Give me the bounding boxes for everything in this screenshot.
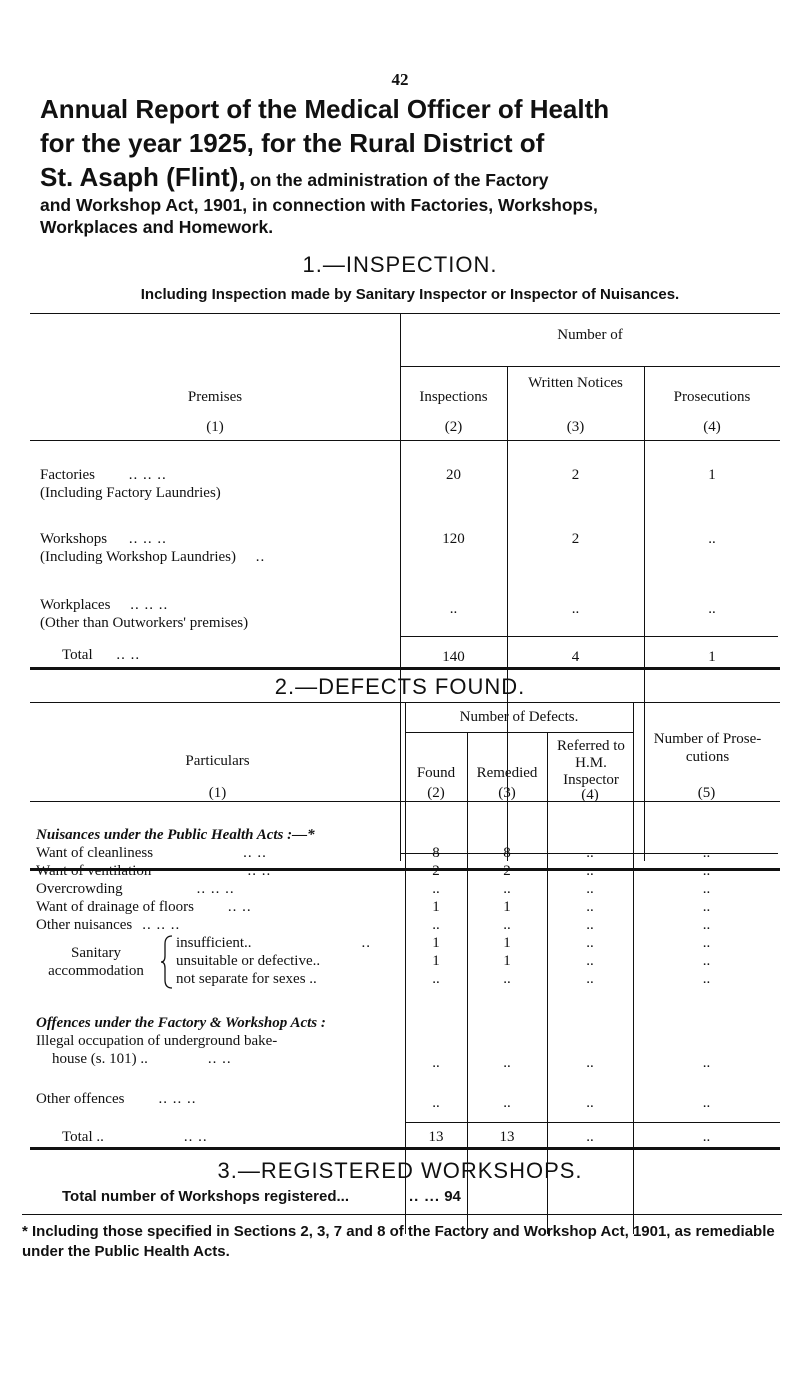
- defect-row-drainage: Want of drainage of floors .. ..: [36, 899, 252, 915]
- row-factories-inspections: 20: [446, 467, 461, 483]
- col-premises-label: Premises: [187, 389, 243, 405]
- overcrowding-prosecutions: ..: [702, 881, 711, 897]
- ventilation-remedied: 2: [503, 863, 511, 879]
- col-prosecutions-label: Prosecutions: [673, 389, 751, 405]
- col-notices-num: (3): [566, 419, 585, 435]
- illegal-occupation-referred: ..: [586, 1055, 594, 1071]
- col-inspections-label: Inspections: [419, 389, 488, 405]
- heading-line-2: for the year 1925, for the Rural District of: [40, 128, 545, 158]
- sanitary-not-separate: not separate for sexes ..: [176, 971, 317, 987]
- inspection-total-prosecutions: 1: [708, 649, 716, 665]
- insufficient-remedied: 1: [503, 935, 511, 951]
- inspection-group-header: Number of: [557, 327, 623, 343]
- col-prosecutions-num: (5): [697, 785, 716, 801]
- brace-icon: [160, 934, 174, 990]
- not-separate-prosecutions: ..: [702, 971, 711, 987]
- heading-line-4: and Workshop Act, 1901, in connection with Factories, Workshops,: [40, 195, 598, 215]
- unsuitable-prosecutions: ..: [702, 953, 711, 969]
- overcrowding-remedied: ..: [503, 881, 511, 897]
- col-referred-label: Referred to H.M. Inspector: [557, 738, 625, 788]
- drainage-prosecutions: ..: [702, 899, 711, 915]
- row-workshops-sub: (Including Workshop Laundries) ..: [40, 549, 266, 565]
- not-separate-found: ..: [432, 971, 440, 987]
- row-workplaces-notices: ..: [571, 601, 580, 617]
- inspection-total-inspections: 140: [442, 649, 465, 665]
- defects-total-remedied: 13: [499, 1129, 515, 1145]
- other-offences-row: Other offences .. .. ..: [36, 1091, 197, 1107]
- ventilation-referred: ..: [586, 863, 594, 879]
- col-remedied-label: Remedied: [476, 765, 538, 781]
- drainage-found: 1: [432, 899, 440, 915]
- sanitary-accommodation-label: Sanitary accommodation: [48, 945, 144, 979]
- cleanliness-found: 8: [432, 845, 440, 861]
- other-nuisances-found: ..: [432, 917, 440, 933]
- col-inspections-num: (2): [444, 419, 463, 435]
- illegal-occupation-line-2: house (s. 101) .. .. ..: [52, 1051, 232, 1067]
- row-workplaces-prosecutions: ..: [708, 601, 716, 617]
- heading-line-5: Workplaces and Homework.: [40, 217, 274, 237]
- other-offences-found: ..: [432, 1095, 440, 1111]
- defect-row-overcrowding: Overcrowding .. .. ..: [36, 881, 235, 897]
- drainage-remedied: 1: [503, 899, 511, 915]
- other-nuisances-prosecutions: ..: [702, 917, 711, 933]
- other-offences-prosecutions: ..: [702, 1095, 711, 1111]
- illegal-occupation-prosecutions: ..: [702, 1055, 711, 1071]
- registered-workshops-value: 94: [444, 1188, 461, 1205]
- col-referred-num: (4): [581, 787, 599, 803]
- heading-line-3-big: St. Asaph (Flint),: [40, 162, 246, 192]
- heading-line-3-small: on the administration of the Factory: [250, 170, 549, 190]
- defects-total-referred: ..: [586, 1129, 594, 1145]
- row-workplaces-name: Workplaces .. .. ..: [40, 597, 169, 613]
- defects-total-found: 13: [428, 1129, 444, 1145]
- row-workplaces-sub: (Other than Outworkers' premises): [40, 615, 249, 631]
- heading-line-1: Annual Report of the Medical Officer of Health: [40, 94, 610, 124]
- section-2-title: 2.—DEFECTS FOUND.: [274, 674, 526, 699]
- insufficient-found: 1: [432, 935, 440, 951]
- sanitary-insufficient: insufficient.. ..: [176, 935, 372, 951]
- section-1-subtitle: Including Inspection made by Sanitary Inspector or Inspector of Nuisances.: [140, 286, 680, 303]
- cleanliness-referred: ..: [586, 845, 594, 861]
- illegal-occupation-remedied: ..: [503, 1055, 511, 1071]
- col-prosecutions-label: Number of Prose-cutions: [653, 731, 762, 765]
- inspection-total-notices: 4: [571, 649, 580, 665]
- row-factories-notices: 2: [571, 467, 580, 483]
- unsuitable-remedied: 1: [503, 953, 511, 969]
- section-1-title: 1.—INSPECTION.: [302, 252, 498, 277]
- insufficient-referred: ..: [586, 935, 594, 951]
- col-notices-label: Written Notices: [528, 375, 623, 391]
- other-nuisances-remedied: ..: [503, 917, 511, 933]
- not-separate-remedied: ..: [503, 971, 511, 987]
- footnote: * Including those specified in Sections 2, 3, 7 and 8 of the Factory and Workshop Act, 1901, as remediable under the Public Health Acts.: [22, 1223, 775, 1260]
- defects-group-header: Number of Defects.: [459, 709, 579, 725]
- col-found-num: (2): [427, 785, 445, 801]
- illegal-occupation-found: ..: [432, 1055, 440, 1071]
- ventilation-prosecutions: ..: [702, 863, 711, 879]
- row-factories-name: Factories .. .. ..: [40, 467, 167, 483]
- defects-total-prosecutions: ..: [702, 1129, 711, 1145]
- unsuitable-referred: ..: [586, 953, 594, 969]
- overcrowding-referred: ..: [586, 881, 594, 897]
- sanitary-unsuitable: unsuitable or defective..: [176, 953, 321, 969]
- defect-row-other-nuisances: Other nuisances .. .. ..: [36, 917, 181, 933]
- row-factories-prosecutions: 1: [708, 467, 716, 483]
- col-found-label: Found: [416, 765, 456, 781]
- drainage-referred: ..: [586, 899, 594, 915]
- row-workplaces-inspections: ..: [449, 601, 458, 617]
- col-premises-num: (1): [206, 419, 224, 435]
- not-separate-referred: ..: [586, 971, 594, 987]
- overcrowding-found: ..: [432, 881, 440, 897]
- ventilation-found: 2: [432, 863, 440, 879]
- illegal-occupation-line-1: Illegal occupation of underground bake-: [36, 1033, 278, 1049]
- other-offences-referred: ..: [586, 1095, 594, 1111]
- row-workshops-inspections: 120: [442, 531, 465, 547]
- col-particulars-num: (1): [208, 785, 227, 801]
- row-workshops-name: Workshops .. .. ..: [40, 531, 167, 547]
- col-prosecutions-num: (4): [703, 419, 721, 435]
- row-workshops-prosecutions: ..: [708, 531, 716, 547]
- section-3-title: 3.—REGISTERED WORKSHOPS.: [217, 1158, 583, 1183]
- row-workshops-notices: 2: [571, 531, 580, 547]
- report-heading: [40, 92, 780, 238]
- defects-total-label: Total .. .. ..: [62, 1129, 208, 1145]
- other-nuisances-referred: ..: [586, 917, 594, 933]
- unsuitable-found: 1: [432, 953, 440, 969]
- defect-row-ventilation: Want of ventilation .. ..: [36, 863, 272, 879]
- other-offences-remedied: ..: [503, 1095, 511, 1111]
- registered-workshops-row: Total number of Workshops registered... .. ... 94: [62, 1188, 461, 1205]
- inspection-total-label: Total .. ..: [62, 647, 141, 663]
- row-factories-sub: (Including Factory Laundries): [40, 485, 221, 501]
- insufficient-prosecutions: ..: [702, 935, 711, 951]
- cleanliness-prosecutions: ..: [702, 845, 711, 861]
- factory-acts-heading: Offences under the Factory & Workshop Acts :: [36, 1015, 326, 1031]
- cleanliness-remedied: 8: [503, 845, 511, 861]
- public-health-heading: Nuisances under the Public Health Acts :—*: [36, 827, 315, 843]
- defect-row-cleanliness: Want of cleanliness .. ..: [36, 845, 267, 861]
- col-remedied-num: (3): [498, 785, 516, 801]
- page-number: 42: [391, 70, 409, 89]
- col-particulars-label: Particulars: [185, 753, 250, 769]
